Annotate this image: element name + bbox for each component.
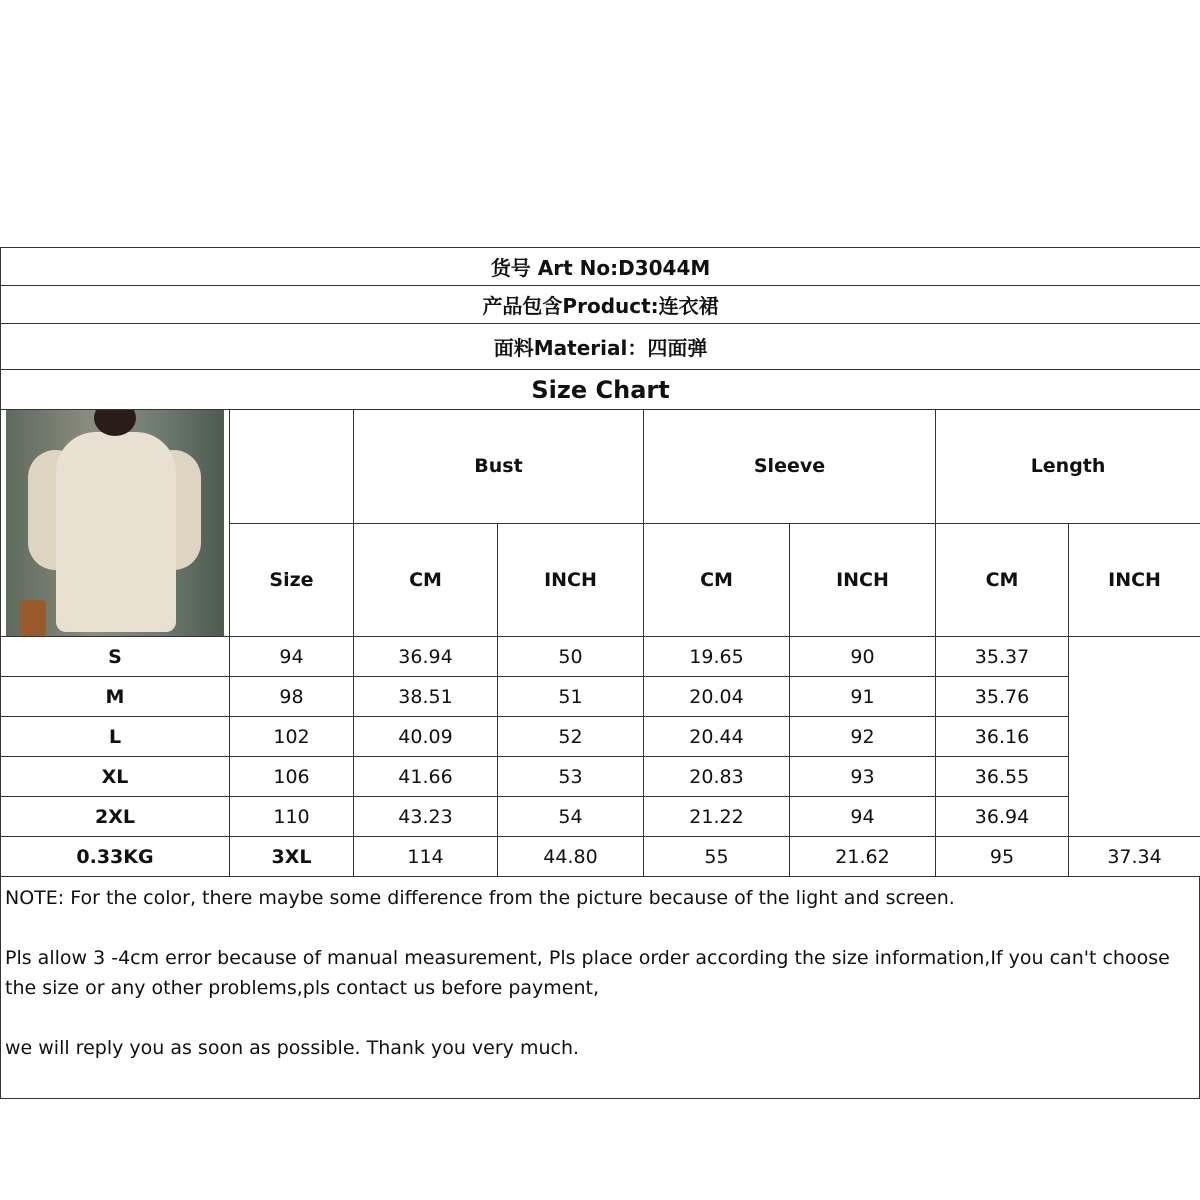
table-cell: 44.80 bbox=[498, 837, 644, 877]
table-cell: 94 bbox=[790, 797, 936, 837]
art-number: 货号 Art No:D3044M bbox=[1, 248, 1200, 286]
table-cell: 92 bbox=[790, 717, 936, 757]
weight: 0.33KG bbox=[1, 837, 230, 877]
table-cell: 36.55 bbox=[936, 757, 1069, 797]
table-cell: 41.66 bbox=[354, 757, 498, 797]
table-cell: 21.22 bbox=[644, 797, 790, 837]
table-cell: 37.34 bbox=[1069, 837, 1200, 877]
table-cell: 35.37 bbox=[936, 637, 1069, 677]
table-cell: 40.09 bbox=[354, 717, 498, 757]
table-cell: 94 bbox=[230, 637, 354, 677]
group-bust: Bust bbox=[354, 410, 644, 524]
column-header: INCH bbox=[498, 523, 644, 637]
product-photo-cell bbox=[1, 410, 230, 637]
table-cell: 36.16 bbox=[936, 717, 1069, 757]
note-measurement: Pls allow 3 -4cm error because of manual measurement, Pls place order according the size information,If you can't choose the size or any other problems,pls contact us before payment, bbox=[5, 947, 1170, 999]
table-row bbox=[1, 677, 1200, 717]
column-header: CM bbox=[644, 523, 790, 637]
material: 面料Material：四面弹 bbox=[1, 324, 1200, 370]
table-row bbox=[1, 637, 1200, 677]
table-cell: 21.62 bbox=[790, 837, 936, 877]
size-chart-table bbox=[0, 247, 1200, 877]
table-cell: 38.51 bbox=[354, 677, 498, 717]
table-cell: 54 bbox=[498, 797, 644, 837]
table-cell: 20.83 bbox=[644, 757, 790, 797]
table-cell: 106 bbox=[230, 757, 354, 797]
table-cell: 36.94 bbox=[354, 637, 498, 677]
table-cell: 90 bbox=[790, 637, 936, 677]
group-sleeve: Sleeve bbox=[644, 410, 936, 524]
table-cell: 43.23 bbox=[354, 797, 498, 837]
table-cell: 50 bbox=[498, 637, 644, 677]
table-cell: 35.76 bbox=[936, 677, 1069, 717]
table-cell: 93 bbox=[790, 757, 936, 797]
size-label: L bbox=[1, 717, 230, 757]
table-cell: 95 bbox=[936, 837, 1069, 877]
table-cell: 55 bbox=[644, 837, 790, 877]
blank-cell bbox=[230, 410, 354, 524]
table-row bbox=[1, 797, 1200, 837]
size-label: M bbox=[1, 677, 230, 717]
chart-title: Size Chart bbox=[1, 370, 1200, 410]
table-cell: 19.65 bbox=[644, 637, 790, 677]
size-label: S bbox=[1, 637, 230, 677]
note-color: NOTE: For the color, there maybe some difference from the picture because of the light and screen. bbox=[5, 887, 955, 909]
table-cell: 51 bbox=[498, 677, 644, 717]
size-label: 3XL bbox=[230, 837, 354, 877]
table-cell: 114 bbox=[354, 837, 498, 877]
table-cell: 20.44 bbox=[644, 717, 790, 757]
note-reply: we will reply you as soon as possible. Thank you very much. bbox=[5, 1037, 580, 1059]
size-chart-document bbox=[0, 247, 1200, 1099]
group-length: Length bbox=[936, 410, 1200, 524]
product: 产品包含Product:连衣裙 bbox=[1, 286, 1200, 324]
size-label: 2XL bbox=[1, 797, 230, 837]
table-cell: 91 bbox=[790, 677, 936, 717]
table-cell: 36.94 bbox=[936, 797, 1069, 837]
table-cell: 52 bbox=[498, 717, 644, 757]
column-header: CM bbox=[354, 523, 498, 637]
notes bbox=[0, 877, 1200, 1099]
column-header: INCH bbox=[790, 523, 936, 637]
column-header: INCH bbox=[1069, 523, 1200, 637]
table-cell: 98 bbox=[230, 677, 354, 717]
table-cell: 53 bbox=[498, 757, 644, 797]
table-row bbox=[1, 837, 1200, 877]
column-header: CM bbox=[936, 523, 1069, 637]
table-row bbox=[1, 757, 1200, 797]
table-cell: 102 bbox=[230, 717, 354, 757]
table-cell: 20.04 bbox=[644, 677, 790, 717]
table-row bbox=[1, 717, 1200, 757]
column-header: Size bbox=[230, 523, 354, 637]
product-photo bbox=[6, 410, 224, 636]
size-label: XL bbox=[1, 757, 230, 797]
table-cell: 110 bbox=[230, 797, 354, 837]
